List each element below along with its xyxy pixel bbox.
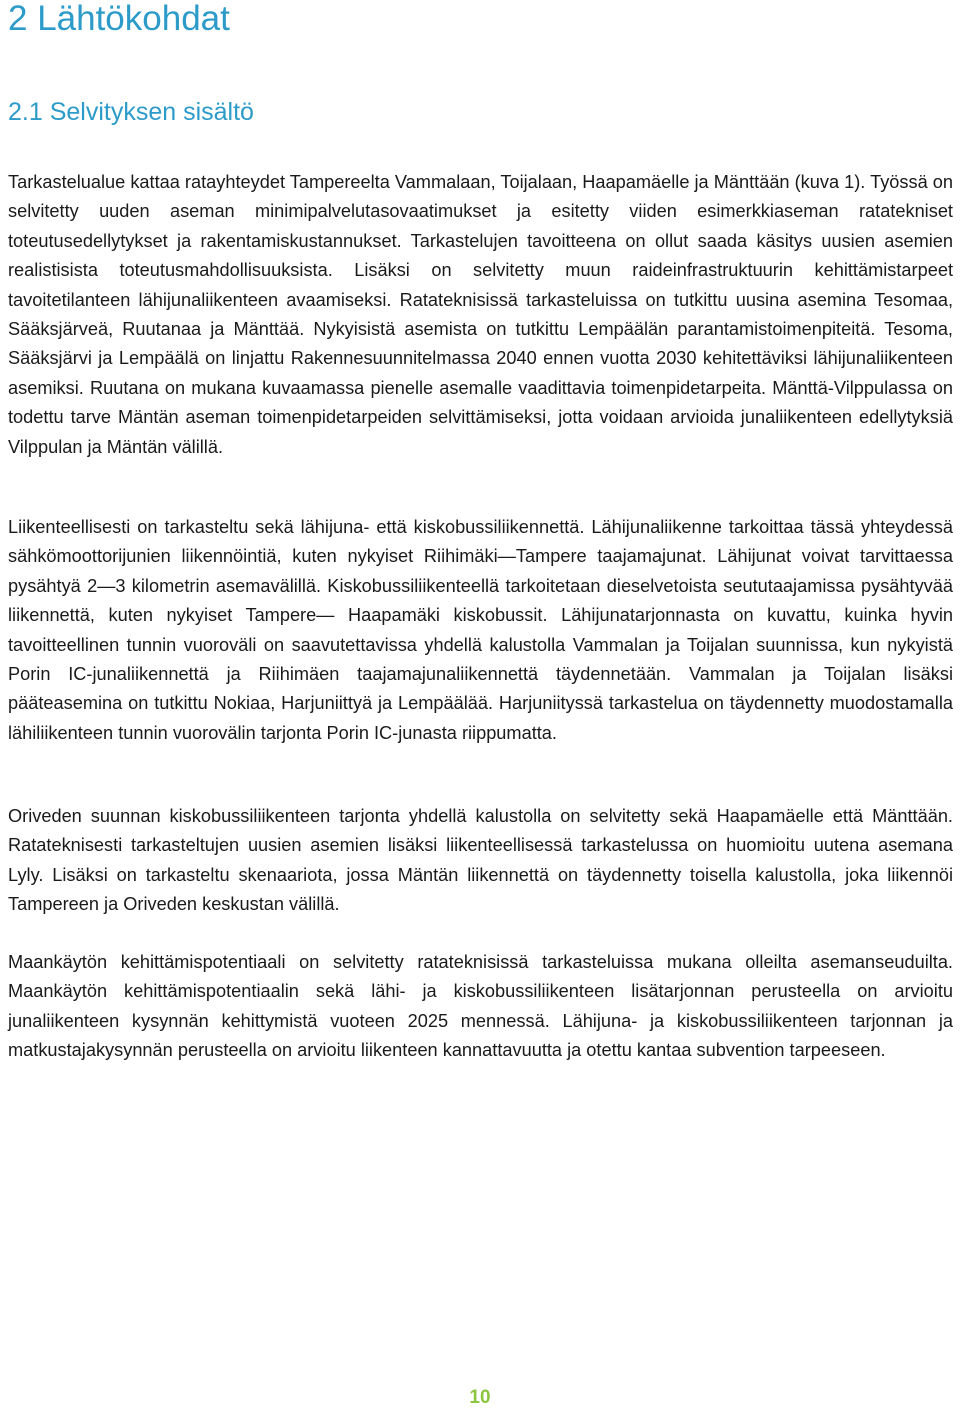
paragraph-traffic: Liikenteellisesti on tarkasteltu sekä lähijuna- että kiskobussiliikennettä. Lähijunaliikenne tarkoittaa tässä yhteydessä sähkömoottorijunien liikennöintiä, kuten nykyiset Riihimäki—Tampere taajamajunat. Lähijunat voivat tarvittaessa pysähtyä 2—3 kilometrin asemavälillä. Kiskobussiliikenteellä tarkoitetaan dieselvetoista seututaajamissa pysähtyvää liikennettä, kuten nykyiset Tampere— Haapamäki kiskobussit. Lähijunatarjonnasta on kuvattu, kuinka hyvin tavoitteellinen tunnin vuoroväli on saavutettavissa yhdellä kalustolla Vammalan ja Toijalan suunnissa, kun nykyistä Porin IC-junaliikennettä ja Riihimäen taajamajunaliikennettä täydennetään. Vammalan ja Toijalan lisäksi pääteasemina on tutkittu Nokiaa, Harjuniittyä ja Lempäälää. Harjuniityssä tarkastelua on täydennetty muodostamalla lähiliikenteen tunnin vuorovälin tarjonta Porin IC-junasta riippumatta.	[8, 517, 953, 743]
paragraph-land-use: Maankäytön kehittämispotentiaali on selvitetty ratateknisissä tarkasteluissa mukana olleilta asemanseuduilta. Maankäytön kehittämispotentiaalin sekä lähi- ja kiskobussiliikenteen lisätarjonnan perusteella on arvioitu junaliikenteen kysynnän kehittymistä vuoteen 2025 mennessä. Lähijuna- ja kiskobussiliikenteen tarjonnan ja matkustajakysynnän perusteella on arvioitu liikenteen kannattavuutta ja otettu kantaa subvention tarpeeseen.	[8, 952, 953, 1061]
section-heading: 2.1 Selvityksen sisältö	[8, 98, 254, 126]
page-number: 10	[469, 1387, 491, 1408]
page-heading: 2 Lähtökohdat	[8, 0, 230, 38]
paragraph-scope: Tarkastelualue kattaa ratayhteydet Tampereelta Vammalaan, Toijalaan, Haapamäelle ja Mänttään (kuva 1). Työssä on selvitetty uuden aseman minimipalvelutasovaatimukset ja esitetty viiden esimerkkiaseman ratatekniset toteutusedellytykset ja rakentamiskustannukset. Tarkastelujen tavoitteena on ollut saada käsitys uusien asemien realistisista toteutusmahdollisuuksista. Lisäksi on selvitetty muun raideinfrastruktuurin kehittämistarpeet tavoitetilanteen lähijunaliikenteen avaamiseksi. Ratateknisissä tarkasteluissa on tutkittu uusina asemina Tesomaa, Sääksjärveä, Ruutanaa ja Mänttää. Nykyisistä asemista on tutkittu Lempäälän parantamistoimenpiteitä. Tesoma, Sääksjärvi ja Lempäälä on linjattu Rakennesuunnitelmassa 2040 ennen vuotta 2030 kehitettäviksi lähijunaliikenteen asemiksi. Ruutana on mukana kuvaamassa pienelle asemalle vaadittavia toimenpidetarpeita. Mänttä-Vilppulassa on todettu tarve Mäntän aseman toimenpidetarpeiden selvittämiseksi, jotta voidaan arvioida junaliikenteen edellytyksiä Vilppulan ja Mäntän välillä.	[8, 172, 953, 457]
paragraph-orivesi: Oriveden suunnan kiskobussiliikenteen tarjonta yhdellä kalustolla on selvitetty sekä Haapamäelle että Mänttään. Ratateknisesti tarkasteltujen uusien asemien lisäksi liikenteellisessä tarkastelussa on huomioitu uutena asemana Lyly. Lisäksi on tarkasteltu skenaariota, jossa Mäntän liikennettä on täydennetty toisella kalustolla, joka liikennöi Tampereen ja Oriveden keskustan välillä.	[8, 806, 953, 915]
